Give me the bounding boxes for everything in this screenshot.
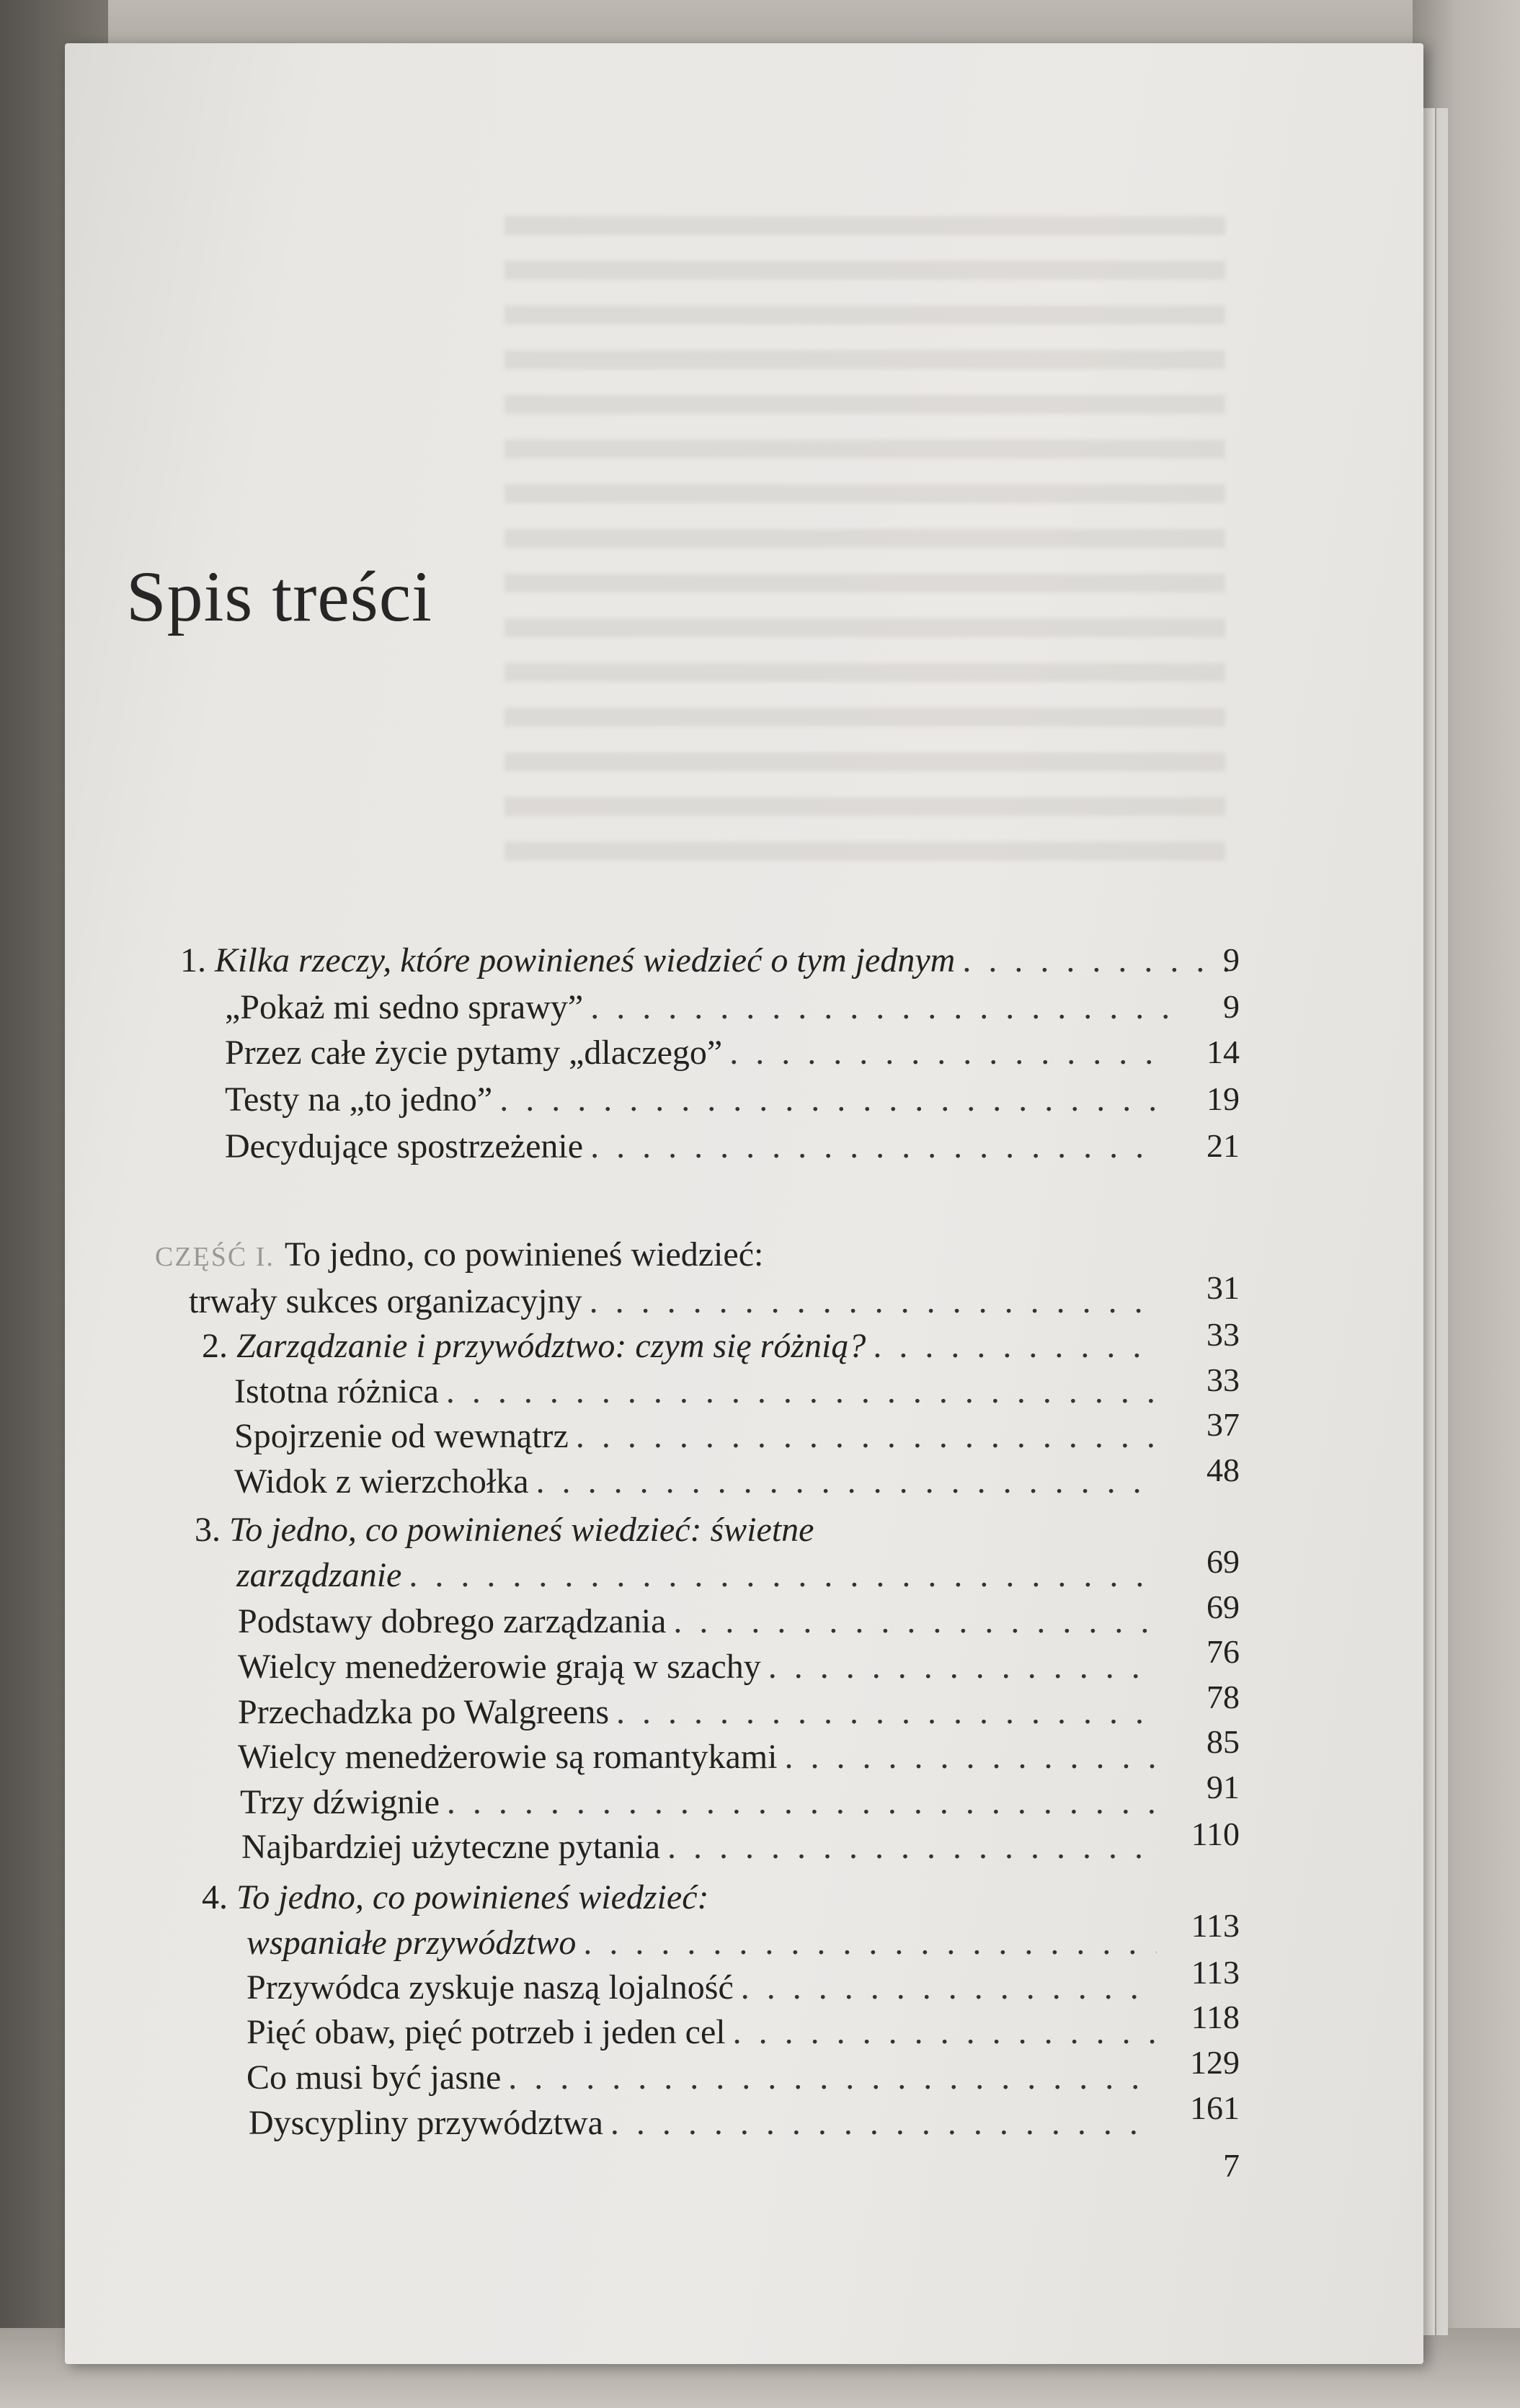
section-title: Podstawy dobrego zarządzania <box>238 1602 667 1640</box>
page-ref: 78 <box>1206 1679 1240 1715</box>
section-title: Istotna różnica <box>234 1372 439 1410</box>
page-ref: 69 <box>1206 1543 1240 1580</box>
leader-dots <box>583 1923 1157 1963</box>
section-title: Przechadzka po Walgreens <box>238 1693 610 1731</box>
leader-dots <box>768 1647 1157 1687</box>
section-title: Pięć obaw, pięć potrzeb i jeden cel <box>246 2013 726 2051</box>
page-ref: 33 <box>1206 1361 1240 1398</box>
toc-chapter-3-line2 <box>236 1555 1166 1599</box>
section-title: Wielcy menedżerowie grają w szachy <box>238 1648 761 1686</box>
page-ref: 33 <box>1206 1316 1240 1353</box>
page-ref: 85 <box>1206 1723 1240 1760</box>
chapter-number: 4. <box>202 1878 228 1916</box>
toc-section <box>225 987 1183 1031</box>
page-title: Spis treści <box>126 556 432 636</box>
section-title: „Pokaż mi sedno sprawy” <box>225 988 584 1026</box>
toc-chapter-1 <box>180 941 1240 984</box>
leader-dots <box>667 1827 1157 1867</box>
page-ref: 69 <box>1206 1589 1240 1625</box>
leader-dots <box>590 987 1176 1027</box>
toc-part-1-line1 <box>155 1235 1164 1278</box>
chapter-title: Kilka rzeczy, które powinieneś wiedzieć o tym jednym <box>215 941 956 979</box>
toc-section <box>234 1372 1164 1415</box>
section-title: Trzy dźwignie <box>240 1783 440 1821</box>
chapter-title: To jedno, co powinieneś wiedzieć: świetne <box>229 1511 814 1549</box>
leader-dots <box>733 2012 1157 2052</box>
section-title: Najbardziej użyteczne pytania <box>241 1828 661 1866</box>
page-ref: 19 <box>1206 1080 1240 1117</box>
leader-dots <box>741 1968 1157 2007</box>
page-ref: 129 <box>1190 2044 1240 2081</box>
part-title: To jedno, co powinieneś wiedzieć: <box>284 1235 764 1274</box>
page-ref: 110 <box>1191 1816 1240 1852</box>
section-title: Dyscypliny przywództwa <box>249 2104 603 2142</box>
chapter-title: Zarządzanie i przywództwo: czym się różnią? <box>236 1327 866 1365</box>
toc-part-1-line2 <box>189 1281 1162 1325</box>
section-title: Wielcy menedżerowie są romantykami <box>238 1738 778 1776</box>
chapter-number: 3. <box>195 1511 221 1549</box>
leader-dots <box>409 1555 1159 1595</box>
page-ref: 37 <box>1206 1406 1240 1443</box>
chapter-title: wspaniałe przywództwo <box>246 1924 577 1962</box>
leader-dots <box>873 1326 1153 1366</box>
toc-chapter-4-line2 <box>246 1923 1164 1966</box>
toc-chapter-2 <box>202 1326 1160 1369</box>
leader-dots <box>729 1033 1155 1072</box>
toc-section <box>238 1601 1164 1645</box>
leader-dots <box>446 1372 1157 1411</box>
toc-section <box>225 1127 1162 1170</box>
page-ref: 9 <box>1223 988 1240 1025</box>
part-prefix: CZĘŚĆ I. <box>155 1242 275 1272</box>
page-ref: 21 <box>1206 1127 1240 1164</box>
page-ref: 9 <box>1223 941 1240 978</box>
section-title: Przywódca zyskuje naszą lojalność <box>246 1968 734 2007</box>
page-stack-edge <box>1436 108 1448 2335</box>
chapter-number: 2. <box>202 1327 228 1365</box>
section-title: Spojrzenie od wewnątrz <box>234 1417 569 1455</box>
toc-chapter-3-line1 <box>195 1510 1160 1553</box>
toc-section <box>241 1827 1164 1870</box>
leader-dots <box>590 1281 1155 1321</box>
part-title: trwały sukces organizacyjny <box>189 1282 582 1320</box>
toc-section <box>238 1692 1164 1736</box>
toc-section <box>249 2103 1164 2146</box>
leader-dots <box>508 2058 1157 2097</box>
toc-section <box>234 1462 1164 1505</box>
toc-section <box>246 2058 1164 2101</box>
page-ref: 31 <box>1206 1269 1240 1306</box>
leader-dots <box>447 1782 1157 1822</box>
toc-section <box>246 1968 1164 2011</box>
page-ref: 118 <box>1191 1999 1240 2035</box>
leader-dots <box>590 1127 1155 1166</box>
page-ref: 113 <box>1191 1907 1240 1944</box>
leader-dots <box>576 1416 1157 1456</box>
leader-dots <box>784 1737 1157 1777</box>
page-ref: 91 <box>1206 1769 1240 1805</box>
toc-section <box>240 1782 1164 1826</box>
chapter-title: zarządzanie <box>236 1556 402 1594</box>
page-ref: 76 <box>1206 1633 1240 1670</box>
leader-dots <box>616 1692 1157 1732</box>
toc-section <box>238 1647 1164 1690</box>
toc-section <box>238 1737 1164 1780</box>
page-ref: 161 <box>1190 2089 1240 2126</box>
section-title: Przez całe życie pytamy „dlaczego” <box>225 1034 723 1072</box>
section-title: Widok z wierzchołka <box>234 1462 529 1501</box>
page-number: 7 <box>1223 2147 1240 2184</box>
chapter-title: To jedno, co powinieneś wiedzieć: <box>236 1878 709 1916</box>
toc-section <box>225 1080 1162 1123</box>
leader-dots <box>610 2103 1157 2143</box>
leader-dots <box>673 1601 1157 1641</box>
page-stack-edge <box>1423 108 1435 2335</box>
page-ref: 48 <box>1206 1452 1240 1488</box>
bleed-through <box>505 216 1225 865</box>
section-title: Decydujące spostrzeżenie <box>225 1127 584 1165</box>
page-ref: 113 <box>1191 1954 1240 1991</box>
leader-dots <box>499 1080 1155 1119</box>
section-title: Testy na „to jedno” <box>225 1080 493 1119</box>
toc-section <box>246 2012 1164 2056</box>
page-ref: 14 <box>1206 1034 1240 1070</box>
toc-section <box>225 1033 1162 1076</box>
chapter-number: 1. <box>180 941 206 979</box>
leader-dots <box>536 1462 1157 1501</box>
section-title: Co musi być jasne <box>246 2058 502 2097</box>
toc-chapter-4-line1 <box>202 1878 1160 1921</box>
toc-section <box>234 1416 1164 1460</box>
